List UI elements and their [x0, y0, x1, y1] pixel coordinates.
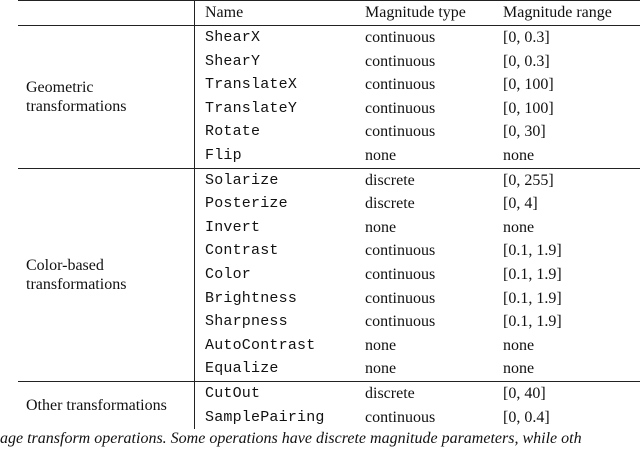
magnitude-type: continuous: [365, 99, 436, 117]
transform-name: Solarize: [195, 168, 358, 192]
table-row: [18, 26, 640, 50]
table-body: [18, 26, 640, 430]
magnitude-range: [0, 4]: [503, 195, 538, 213]
magnitude-range: [0.1, 1.9]: [503, 289, 562, 307]
transform-name: Brightness: [205, 289, 298, 307]
header-group-cell: [18, 1, 195, 26]
magnitude-range: [0.1, 1.9]: [503, 265, 562, 283]
group-label: [18, 168, 195, 381]
magnitude-range: none: [503, 336, 535, 354]
magnitude-type: discrete: [357, 381, 495, 405]
magnitude-range: [0, 30]: [503, 123, 546, 141]
magnitude-range: [0, 0.3]: [503, 52, 550, 70]
magnitude-range: [0.1, 1.9]: [503, 313, 562, 331]
group-label-text: Other transformations: [26, 397, 167, 414]
header-name: Name: [195, 1, 358, 26]
magnitude-range: [0, 255]: [495, 168, 640, 192]
magnitude-type: continuous: [365, 242, 436, 260]
transform-name: AutoContrast: [205, 336, 316, 354]
magnitude-type: continuous: [365, 289, 436, 307]
magnitude-range: [0, 100]: [503, 76, 554, 94]
magnitude-type: continuous: [365, 29, 436, 46]
header-magnitude-range: Magnitude range: [495, 1, 640, 26]
magnitude-type: continuous: [365, 52, 436, 70]
magnitude-type: continuous: [365, 313, 436, 331]
magnitude-range: none: [503, 218, 535, 236]
transform-name: ShearY: [205, 52, 261, 70]
magnitude-range: [0, 0.3]: [503, 29, 550, 46]
magnitude-range: [0, 0.4]: [503, 408, 550, 426]
magnitude-type: none: [365, 360, 397, 378]
magnitude-type: continuous: [365, 123, 436, 141]
transform-name: ShearX: [205, 29, 261, 46]
transform-name: SamplePairing: [205, 408, 325, 426]
transform-name: Equalize: [205, 360, 279, 378]
magnitude-type: none: [365, 218, 397, 236]
magnitude-range: [0, 100]: [503, 99, 554, 117]
magnitude-type: discrete: [357, 168, 495, 192]
transform-table: [18, 0, 640, 429]
header-magnitude-type: Magnitude type: [357, 1, 495, 26]
transform-name: TranslateX: [205, 76, 298, 94]
transform-name: Contrast: [205, 242, 279, 260]
transform-name: TranslateY: [205, 99, 298, 117]
table-row: [18, 168, 640, 192]
table-caption: age transform operations. Some operations have discrete magnitude parameters, while oth: [0, 430, 582, 447]
group-label-text: Color-based transformations: [26, 256, 127, 293]
group-label-text: Geometric transformations: [26, 78, 127, 115]
magnitude-type: discrete: [365, 195, 415, 213]
transform-name: Rotate: [205, 123, 261, 141]
magnitude-range: [0, 40]: [495, 381, 640, 405]
magnitude-range: none: [503, 360, 535, 378]
transform-name: CutOut: [195, 381, 358, 405]
table-row: [18, 381, 640, 405]
group-label: [18, 26, 195, 169]
transform-name: Invert: [205, 218, 261, 236]
transform-name: Sharpness: [205, 313, 288, 331]
transform-name: Posterize: [205, 195, 288, 213]
transform-name: Flip: [205, 146, 242, 164]
transform-name: Color: [205, 265, 252, 283]
magnitude-type: none: [365, 336, 397, 354]
magnitude-type: continuous: [365, 265, 436, 283]
group-label: [18, 381, 195, 429]
magnitude-type: none: [365, 146, 397, 164]
magnitude-type: continuous: [365, 76, 436, 94]
header-row: [18, 1, 640, 26]
magnitude-range: none: [503, 146, 535, 164]
magnitude-range: [0.1, 1.9]: [503, 242, 562, 260]
magnitude-type: continuous: [365, 408, 436, 426]
